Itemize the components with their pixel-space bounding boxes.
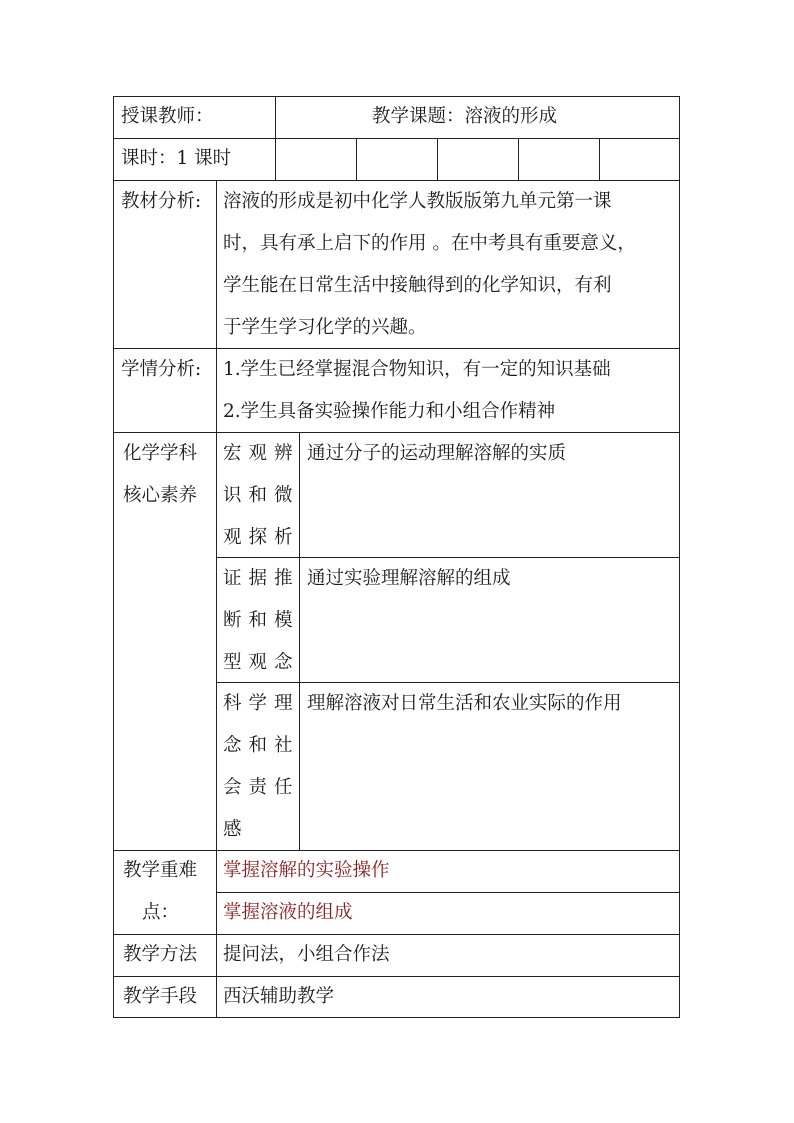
literacy-item-name: 科学理 bbox=[223, 693, 300, 714]
col-divider bbox=[275, 96, 276, 180]
table-border bbox=[113, 1017, 680, 1018]
key-points-label: 教学重难 bbox=[123, 860, 198, 881]
literacy-item-name: 断和模 bbox=[223, 610, 300, 631]
col-divider bbox=[356, 138, 357, 180]
row-divider bbox=[113, 934, 680, 935]
period-label: 课时：1 课时 bbox=[121, 148, 232, 169]
literacy-item-name: 观探析 bbox=[223, 527, 300, 548]
textbook-analysis-line: 于学生学习化学的兴趣。 bbox=[223, 317, 427, 338]
col-divider bbox=[216, 180, 217, 1018]
lesson-plan-table bbox=[113, 96, 680, 1018]
row-divider bbox=[113, 348, 680, 349]
row-divider bbox=[113, 976, 680, 977]
learner-analysis-label: 学情分析: bbox=[121, 359, 202, 380]
literacy-item-content: 通过分子的运动理解溶解的实质 bbox=[307, 443, 567, 464]
literacy-item-name: 会责任 bbox=[223, 777, 300, 798]
key-point-item: 掌握溶液的组成 bbox=[223, 902, 353, 923]
literacy-item-content: 理解溶液对日常生活和农业实际的作用 bbox=[307, 693, 622, 714]
row-divider bbox=[113, 432, 680, 433]
literacy-item-name: 证据推 bbox=[223, 568, 300, 589]
table-border bbox=[113, 96, 680, 97]
core-literacy-label: 化学学科 bbox=[123, 443, 198, 464]
col-divider bbox=[518, 138, 519, 180]
row-divider bbox=[216, 557, 680, 558]
literacy-item-name: 感 bbox=[223, 819, 249, 840]
teacher-label: 授课教师： bbox=[121, 106, 214, 127]
learner-analysis-line: 2.学生具备实验操作能力和小组合作精神 bbox=[223, 401, 556, 422]
teaching-means-label: 教学手段 bbox=[123, 986, 198, 1007]
literacy-item-content: 通过实验理解溶解的组成 bbox=[307, 568, 511, 589]
textbook-analysis-label: 教材分析: bbox=[121, 191, 202, 212]
row-divider bbox=[216, 682, 680, 683]
table-border bbox=[679, 96, 680, 1018]
table-border bbox=[113, 96, 114, 1018]
row-divider bbox=[113, 138, 680, 139]
literacy-item-name: 型观念 bbox=[223, 652, 300, 673]
textbook-analysis-line: 学生能在日常生活中接触得到的化学知识，有利 bbox=[223, 275, 612, 296]
row-divider bbox=[113, 180, 680, 181]
literacy-item-name: 识和微 bbox=[223, 485, 300, 506]
textbook-analysis-line: 时，具有承上启下的作用 。在中考具有重要意义， bbox=[223, 233, 636, 254]
key-points-label: 点： bbox=[142, 902, 180, 923]
learner-analysis-line: 1.学生已经掌握混合物知识，有一定的知识基础 bbox=[223, 359, 611, 380]
lesson-topic: 教学课题：溶液的形成 bbox=[372, 106, 558, 127]
col-divider bbox=[599, 138, 600, 180]
literacy-item-name: 念和社 bbox=[223, 735, 300, 756]
teaching-method-value: 提问法，小组合作法 bbox=[223, 944, 390, 965]
col-divider bbox=[437, 138, 438, 180]
teaching-means-value: 西沃辅助教学 bbox=[223, 986, 335, 1007]
textbook-analysis-line: 溶液的形成是初中化学人教版版第九单元第一课 bbox=[223, 191, 612, 212]
row-divider bbox=[113, 850, 680, 851]
teaching-method-label: 教学方法 bbox=[123, 944, 198, 965]
core-literacy-label: 核心素养 bbox=[123, 485, 198, 506]
literacy-item-name: 宏观辨 bbox=[223, 443, 300, 464]
row-divider bbox=[216, 892, 680, 893]
key-point-item: 掌握溶解的实验操作 bbox=[223, 860, 390, 881]
